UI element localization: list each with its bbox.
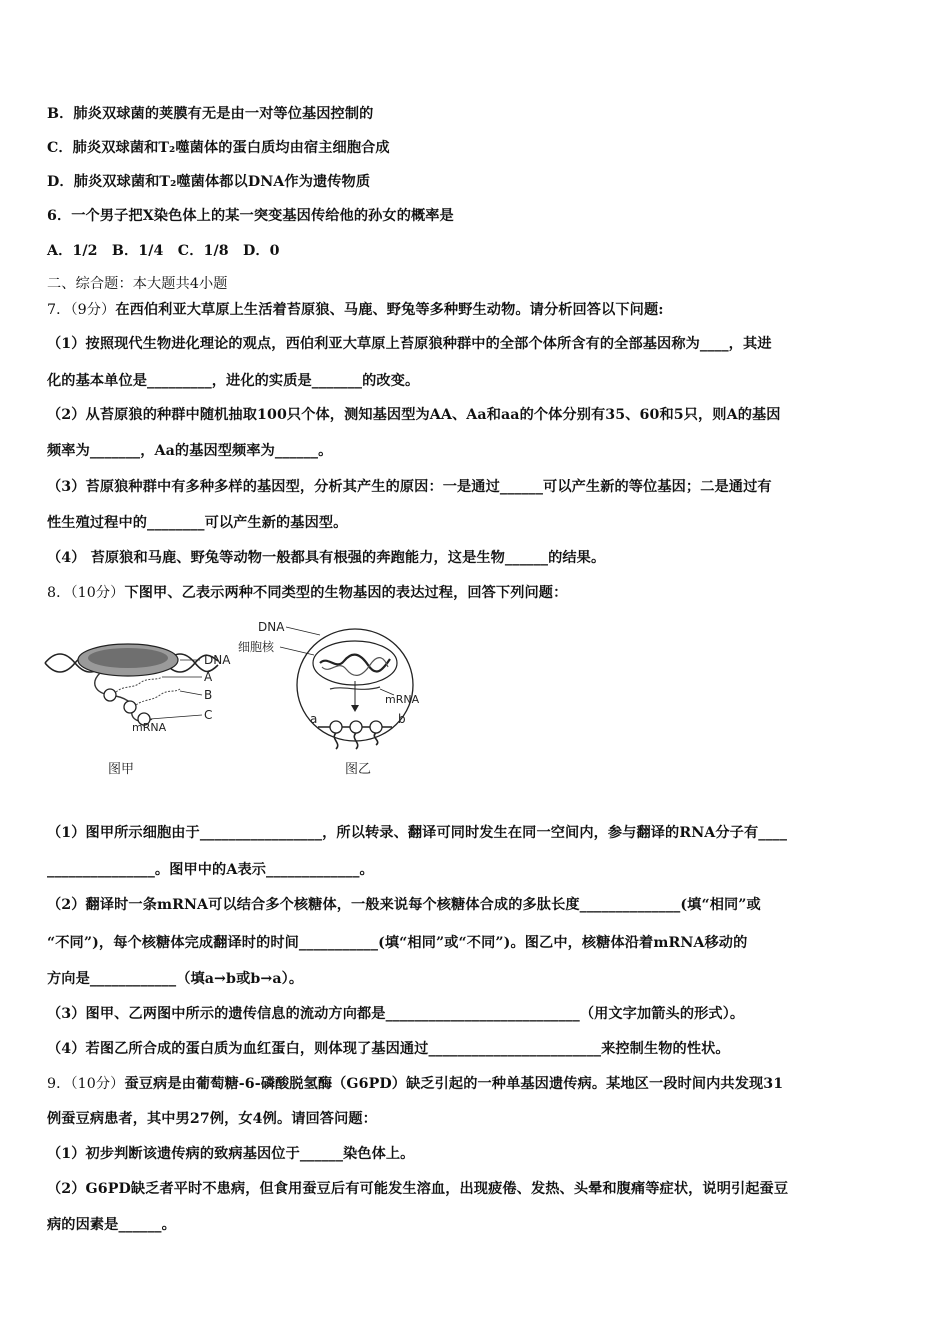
q9-part1: （1）初步判断该遗传病的致病基因位于______染色体上。 <box>47 1146 415 1162</box>
yi-ribosome-1 <box>330 721 342 733</box>
gene-expression-diagram <box>40 615 440 790</box>
q8-part1-line1: （1）图甲所示细胞由于_________________，所以转录、翻译可同时发生在同一空间内，参与翻译的RNA分子有____ <box>47 825 788 841</box>
q7-stem: 在西伯利亚大草原上生活着苔原狼、马鹿、野兔等多种野生动物。请分析回答以下问题: <box>115 302 664 318</box>
label-yi-dna: DNA <box>258 620 285 634</box>
ribosome-1 <box>104 689 116 701</box>
label-yi-a: a <box>310 712 318 726</box>
q8-stem: 下图甲、乙表示两种不同类型的生物基因的表达过程，回答下列问题： <box>124 585 568 601</box>
q5-option-d: D．肺炎双球菌和T₂噬菌体都以DNA作为遗传物质 <box>47 174 371 190</box>
q9-stem: 蚕豆病是由葡萄糖-6-磷酸脱氢酶（G6PD）缺乏引起的一种单基因遗传病。某地区一段时间内共发现31 <box>124 1076 784 1092</box>
nucleus <box>313 641 397 685</box>
q7-part3-line2: 性生殖过程中的________可以产生新的基因型。 <box>47 515 348 531</box>
yi-ribosome-2 <box>350 721 362 733</box>
polypeptide-1 <box>116 677 162 692</box>
label-yi-mrna: mRNA <box>385 693 420 706</box>
q7-number: 7． <box>47 302 71 318</box>
q9-score: （10分） <box>70 1076 125 1092</box>
q9-stem-line2: 例蚕豆病患者，其中男27例，女4例。请回答问题： <box>47 1111 377 1127</box>
yi-peptide-3 <box>374 733 377 745</box>
label-jia-a: A <box>204 670 213 684</box>
export-arrowhead <box>351 705 359 712</box>
q9-stem-line1 <box>47 1073 783 1093</box>
q8-part1-line2: _______________。图甲中的A表示_____________。 <box>47 862 374 878</box>
q6-stem: 6．一个男子把X染色体上的某一突变基因传给他的孙女的概率是 <box>47 208 454 224</box>
q9-part2-line1: （2）G6PD缺乏者平时不患病，但食用蚕豆后有可能发生溶血，出现疲倦、发热、头晕和腹痛等症状，说明引起蚕豆 <box>47 1181 789 1197</box>
q5-option-b: B．肺炎双球菌的荚膜有无是由一对等位基因控制的 <box>47 106 374 122</box>
q8-number: 8． <box>47 585 71 601</box>
q7-part1-line2: 化的基本单位是_________，进化的实质是_______的改变。 <box>47 373 420 389</box>
leader-c <box>150 715 202 719</box>
q8-part4: （4）若图乙所合成的蛋白质为血红蛋白，则体现了基因通过________________________来控制生物的性状。 <box>47 1041 730 1057</box>
q5-option-c: C．肺炎双球菌和T₂噬菌体的蛋白质均由宿主细胞合成 <box>47 140 390 156</box>
q7-part2-line2: 频率为_______，Aa的基因型频率为______。 <box>47 443 333 459</box>
caption-jia: 图甲 <box>108 762 135 777</box>
ribosome-2 <box>124 701 136 713</box>
label-jia-mrna: mRNA <box>132 721 167 734</box>
caption-yi: 图乙 <box>345 762 372 777</box>
label-jia-c: C <box>204 708 213 722</box>
q7-stem-line <box>47 299 664 319</box>
q7-part4: （4） 苔原狼和马鹿、野兔等动物一般都具有根强的奔跑能力，这是生物______的结果。 <box>47 550 606 566</box>
section-heading: 二、综合题：本大题共4小题 <box>47 276 228 292</box>
figure-yi <box>238 620 420 777</box>
gene-expression-figure <box>40 615 440 790</box>
q7-part2-line1: （2）从苔原狼的种群中随机抽取100只个体，测知基因型为AA、Aa和aa的个体分别有35、60和5只，则A的基因 <box>47 407 781 423</box>
q8-part2-line3: 方向是____________（填a→b或b→a）。 <box>47 971 304 987</box>
q8-score: （10分） <box>70 585 125 601</box>
q9-number: 9． <box>47 1076 71 1092</box>
q9-part2-line2: 病的因素是______。 <box>47 1217 176 1233</box>
rna-polymerase <box>88 648 168 668</box>
yi-peptide-1 <box>334 733 337 749</box>
yi-ribosome-3 <box>370 721 382 733</box>
label-jia-dna: DNA <box>204 653 231 667</box>
q7-score: （9分） <box>70 302 116 318</box>
figure-jia <box>45 644 231 777</box>
q8-part3: （3）图甲、乙两图中所示的遗传信息的流动方向都是___________________________（用文字加箭头的形式）。 <box>47 1006 745 1022</box>
label-yi-nucleus: 细胞核 <box>238 640 275 654</box>
q6-options: A．1/2 B．1/4 C．1/8 D．0 <box>47 243 280 259</box>
label-yi-b: b <box>398 712 406 726</box>
q8-part2-line2: “不同”)，每个核糖体完成翻译时的时间___________(填“相同”或“不同”)。图乙中，核糖体沿着mRNA移动的 <box>47 935 748 951</box>
leader-yi-dna <box>286 627 320 635</box>
q8-stem-line <box>47 582 567 602</box>
q7-part3-line1: （3）苔原狼种群中有多种多样的基因型，分析其产生的原因：一是通过______可以产生新的等位基因；二是通过有 <box>47 479 772 495</box>
label-jia-b: B <box>204 688 213 702</box>
q7-part1-line1: （1）按照现代生物进化理论的观点，西伯利亚大草原上苔原狼种群中的全部个体所含有的全部基因称为____，其进 <box>47 336 772 352</box>
q8-part2-line1: （2）翻译时一条mRNA可以结合多个核糖体，一般来说每个核糖体合成的多肽长度______________(填“相同”或 <box>47 897 761 913</box>
leader-b <box>180 691 202 695</box>
polypeptide-2 <box>136 689 180 705</box>
